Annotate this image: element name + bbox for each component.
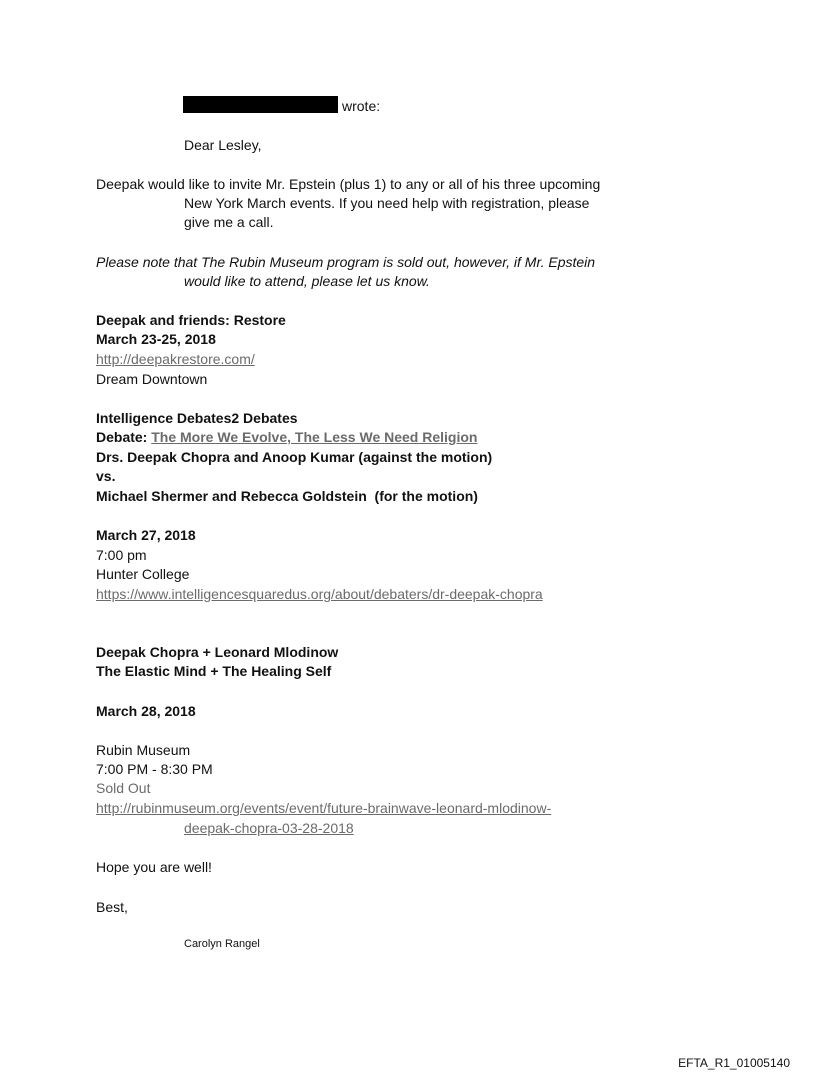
intro-line-1: Deepak would like to invite Mr. Epstein (plus 1) to any or all of his three upcoming xyxy=(96,176,601,192)
note-line-1: Please note that The Rubin Museum program is sold out, however, if Mr. Epstein xyxy=(96,254,596,270)
redaction-bar xyxy=(183,96,338,113)
event3-title: Deepak Chopra + Leonard Mlodinow xyxy=(96,644,339,660)
event2-time: 7:00 pm xyxy=(96,547,147,563)
event2-debate xyxy=(96,428,477,447)
signature: Carolyn Rangel xyxy=(184,938,260,950)
event1-date: March 23-25, 2018 xyxy=(96,331,216,347)
event3-venue: Rubin Museum xyxy=(96,742,191,758)
intro-line-3: give me a call. xyxy=(184,214,274,230)
event2-title: Intelligence Debates2 Debates xyxy=(96,410,298,426)
event3-subtitle: The Elastic Mind + The Healing Self xyxy=(96,663,332,679)
event2-for: Michael Shermer and Rebecca Goldstein (for the motion) xyxy=(96,488,478,504)
signoff: Best, xyxy=(96,899,128,915)
event3-time: 7:00 PM - 8:30 PM xyxy=(96,761,213,777)
event1-venue: Dream Downtown xyxy=(96,371,208,387)
event2-link[interactable]: https://www.intelligencesquaredus.org/about/debaters/dr-deepak-chopra xyxy=(96,586,543,602)
event1-link[interactable]: http://deepakrestore.com/ xyxy=(96,351,255,367)
event2-vs: vs. xyxy=(96,468,116,484)
document-id: EFTA_R1_01005140 xyxy=(678,1056,790,1070)
debate-prefix: Debate: xyxy=(96,429,152,445)
event2-against: Drs. Deepak Chopra and Anoop Kumar (against the motion) xyxy=(96,449,493,465)
greeting: Dear Lesley, xyxy=(184,137,262,153)
event3-link-line-1[interactable]: http://rubinmuseum.org/events/event/future-brainwave-leonard-mlodinow- xyxy=(96,800,552,816)
event3-status: Sold Out xyxy=(96,780,151,796)
event2-venue: Hunter College xyxy=(96,566,190,582)
closing: Hope you are well! xyxy=(96,859,212,875)
debate-link[interactable]: The More We Evolve, The Less We Need Religion xyxy=(151,429,478,445)
event2-date: March 27, 2018 xyxy=(96,527,196,543)
note-line-2: would like to attend, please let us know. xyxy=(184,273,430,289)
event3-date: March 28, 2018 xyxy=(96,703,196,719)
wrote-text: wrote: xyxy=(342,98,381,114)
event1-title: Deepak and friends: Restore xyxy=(96,312,286,328)
event3-link-line-2[interactable]: deepak-chopra-03-28-2018 xyxy=(184,820,354,836)
intro-line-2: New York March events. If you need help with registration, please xyxy=(184,195,590,211)
